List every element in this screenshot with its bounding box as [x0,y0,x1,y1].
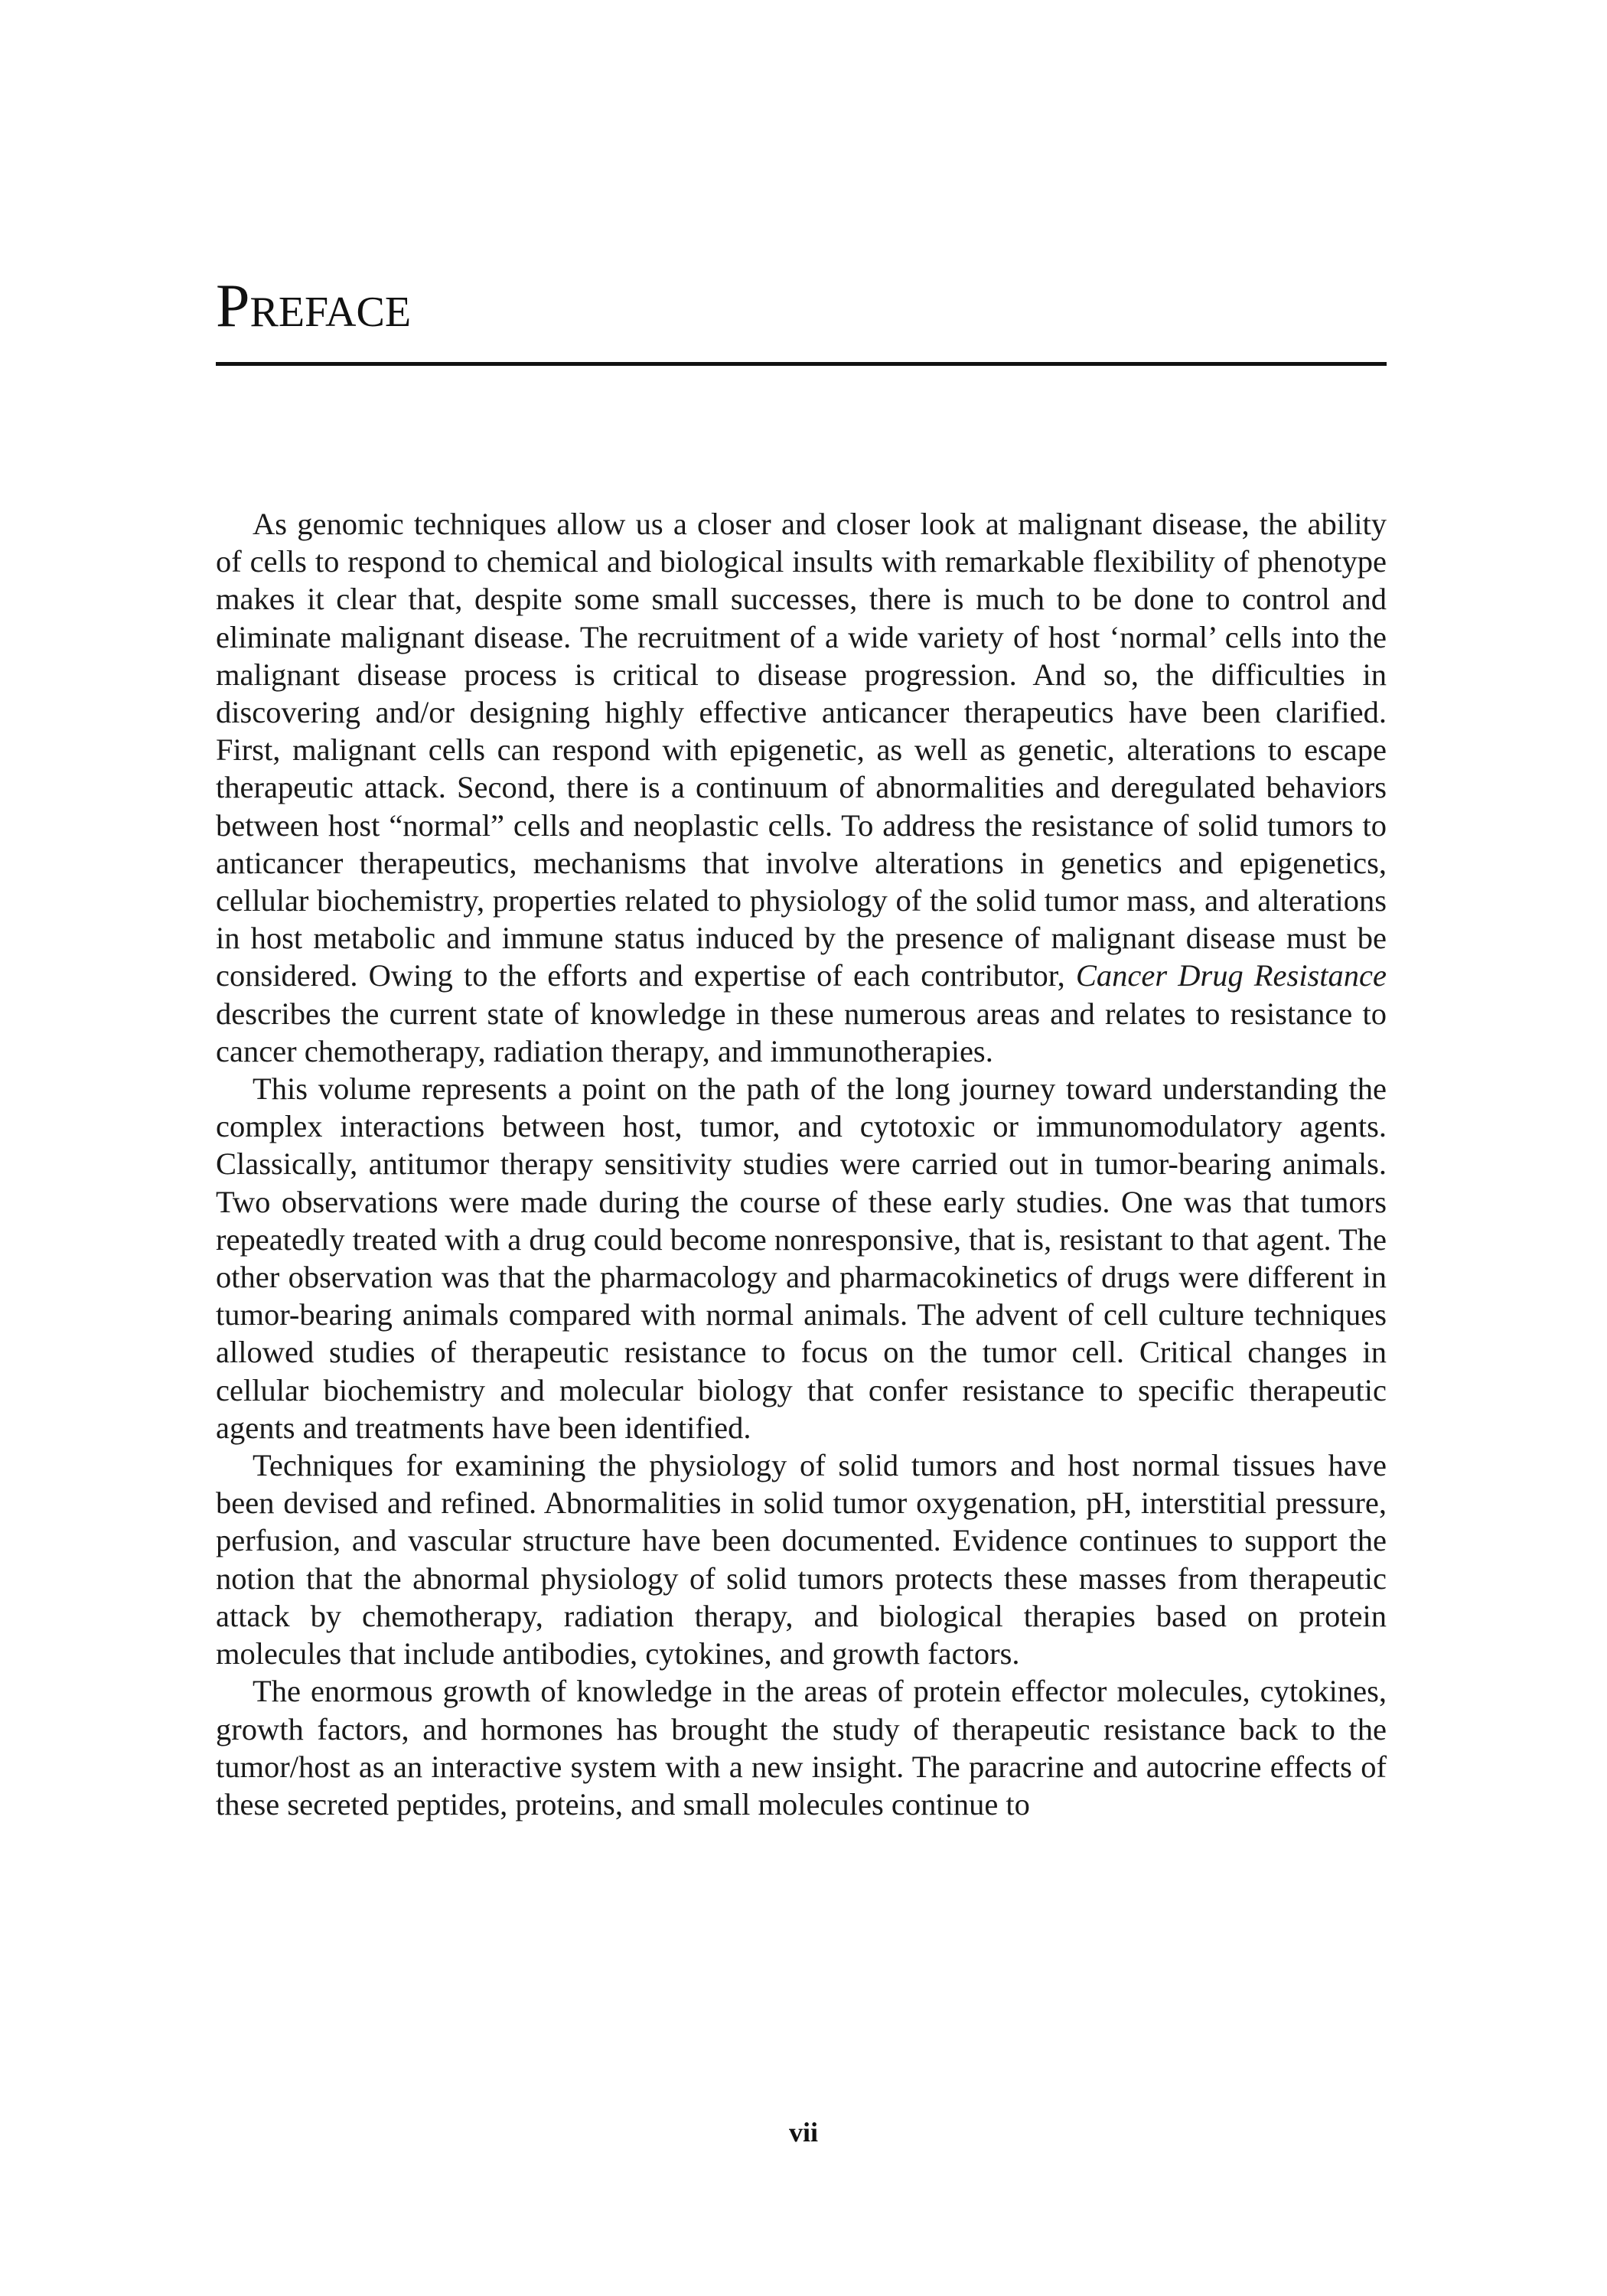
paragraph-text: Techniques for examining the physiology of solid tumors and host normal tissues have been devised and refined. Abnormalities in solid tumor oxygenation, pH, interstitial pressure, perfusion, and vascular structure have been documented. Evidence continues to support the notion that the abnormal physiology of solid tumors protects these masses from therapeutic attack by chemotherapy, radiation therapy, and biological therapies based on protein molecules that include antibodies, cytokines, and growth factors. [216,1448,1387,1671]
paragraph-text: As genomic techniques allow us a closer and closer look at malignant disease, the ability of cells to respond to chemical and biological insults with remarkable flexibility of phenotype makes it clear that, despite some small successes, there is much to be done to control and eliminate malignant disease. The recruitment of a wide variety of host ‘normal’ cells into the malignant disease process is critical to disease progression. And so, the difficulties in discovering and/or designing highly effective anticancer therapeutics have been clarified. First, malignant cells can respond with epigenetic, as well as genetic, alterations to escape therapeutic attack. Second, there is a continuum of abnormalities and deregulated behaviors between host “normal” cells and neoplastic cells. To address the resistance of solid tumors to anticancer therapeutics, mechanisms that involve alterations in genetics and epigenetics, cellular biochemistry, properties related to physiology of the solid tumor mass, and alterations in host metabolic and immune status induced by the presence of malignant disease must be considered. Owing to the efforts and expertise of each contributor, [216,507,1387,993]
page-title: Preface [216,272,412,340]
title-underline-rule [216,362,1387,366]
paragraph-text: describes the current state of knowledge in these numerous areas and relates to resistance to cancer chemotherapy, radiation therapy, and immunotherapies. [216,996,1387,1068]
paragraph [216,1672,1387,1823]
paragraph [216,1446,1387,1672]
paragraph-text: The enormous growth of knowledge in the areas of protein effector molecules, cytokines, growth factors, and hormones has brought the study of therapeutic resistance back to the tumor/host as an interactive system with a new insight. The paracrine and autocrine effects of these secreted peptides, proteins, and small molecules continue to [216,1674,1387,1821]
paragraph [216,1070,1387,1446]
book-title-italic: Cancer Drug Resistance [1075,958,1387,993]
paragraph [216,505,1387,1070]
preface-body [216,505,1387,1823]
page-number: vii [788,2117,818,2148]
paragraph-text: This volume represents a point on the path of the long journey toward understanding the complex interactions between host, tumor, and cytotoxic or immunomodulatory agents. Classically, antitumor therapy sensitivity studies were carried out in tumor-bearing animals. Two observations were made during the course of these early studies. One was that tumors repeatedly treated with a drug could become nonresponsive, that is, resistant to that agent. The other observation was that the pharmacology and pharmacokinetics of drugs were different in tumor-bearing animals compared with normal animals. The advent of cell culture techniques allowed studies of therapeutic resistance to focus on the tumor cell. Critical changes in cellular biochemistry and molecular biology that confer resistance to specific therapeutic agents and treatments have been identified. [216,1071,1387,1445]
